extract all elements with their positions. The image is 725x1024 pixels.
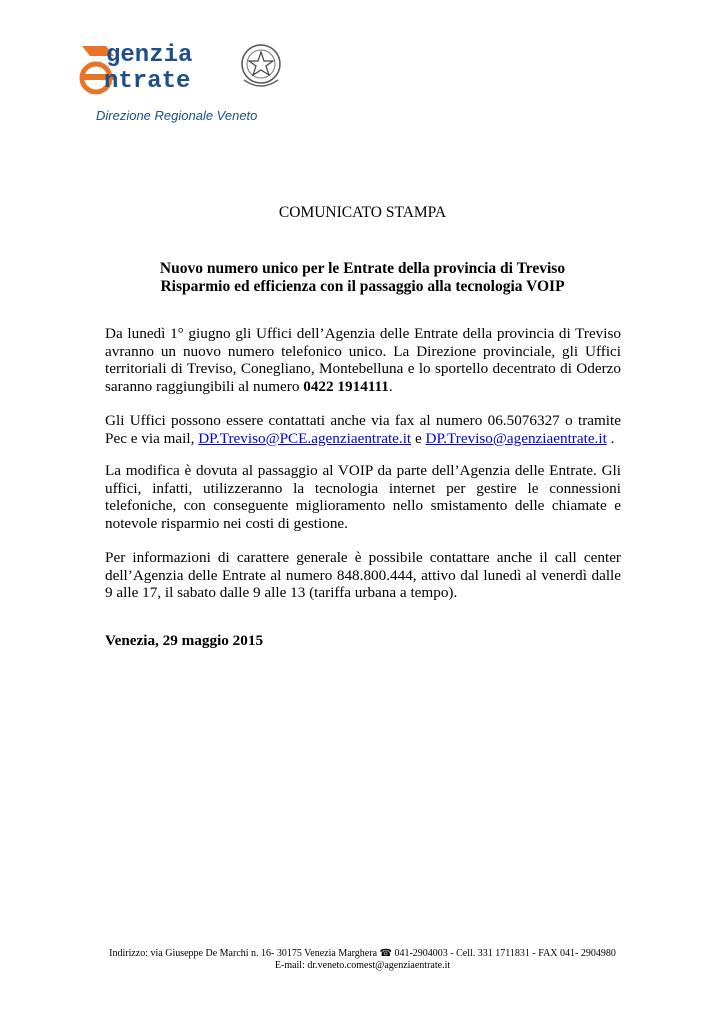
paragraph-1 <box>105 325 621 395</box>
paragraph-2-text: Gli Uffici possono essere contattati anche via fax al numero 06.5076327 o tramite Pec e via mail, <box>105 412 621 447</box>
logo-wordmark-line2: ntrate <box>104 68 191 95</box>
paragraph-2-end: . <box>606 429 615 447</box>
paragraph-1-text: Da lunedì 1° giugno gli Uffici dell’Agenzia delle Entrate della provincia di Treviso avranno un nuovo numero telefonico unico. La Direzione provinciale, gli Uffici territoriali di Treviso, Conegliano, Montebelluna e lo sportello decentrato di Oderzo saranno raggiungibili al numero <box>105 325 621 395</box>
email-link[interactable]: DP.Treviso@agenziaentrate.it <box>425 429 607 447</box>
paragraph-2 <box>105 412 621 447</box>
logo-subtitle: Direzione Regionale Veneto <box>96 108 258 123</box>
paragraph-4: Per informazioni di carattere generale è possibile contattare anche il call center dell’Agenzia delle Entrate al numero 848.800.444, attivo dal lunedì al venerdì dalle 9 alle 17, il sabato dalle 9 alle 13 (tariffa urbana a tempo). <box>105 549 621 601</box>
headline-2: Risparmio ed efficienza con il passaggio alla tecnologia VOIP <box>160 278 565 295</box>
logo-wordmark-line1: genzia <box>106 42 193 69</box>
paragraph-1-end: . <box>388 377 393 395</box>
document-title: COMUNICATO STAMPA <box>278 204 447 221</box>
paragraph-3: La modifica è dovuta al passaggio al VOIP da parte dell’Agenzia delle Entrate. Gli uffici, infatti, utilizzeranno la tecnologia internet per gestire le connessioni telefoniche, con conseguente miglioramento nello smistamento delle chiamate e notevole risparmio nei costi di gestione. <box>105 462 621 532</box>
headline-1: Nuovo numero unico per le Entrate della provincia di Treviso <box>159 260 566 277</box>
footer-address: Indirizzo: via Giuseppe De Marchi n. 16- 30175 Venezia Marghera ☎ 041-2904003 - Cell. 331 1711831 - FAX 041- 2904980 <box>109 948 616 959</box>
phone-number: 0422 1914111 <box>303 377 389 395</box>
document-date: Venezia, 29 maggio 2015 <box>105 632 264 649</box>
pec-email-link[interactable]: DP.Treviso@PCE.agenziaentrate.it <box>198 429 412 447</box>
footer-email: E-mail: dr.veneto.comest@agenziaentrate.it <box>274 960 451 971</box>
italian-republic-emblem-icon <box>238 40 284 90</box>
paragraph-2-mid: e <box>411 429 426 447</box>
